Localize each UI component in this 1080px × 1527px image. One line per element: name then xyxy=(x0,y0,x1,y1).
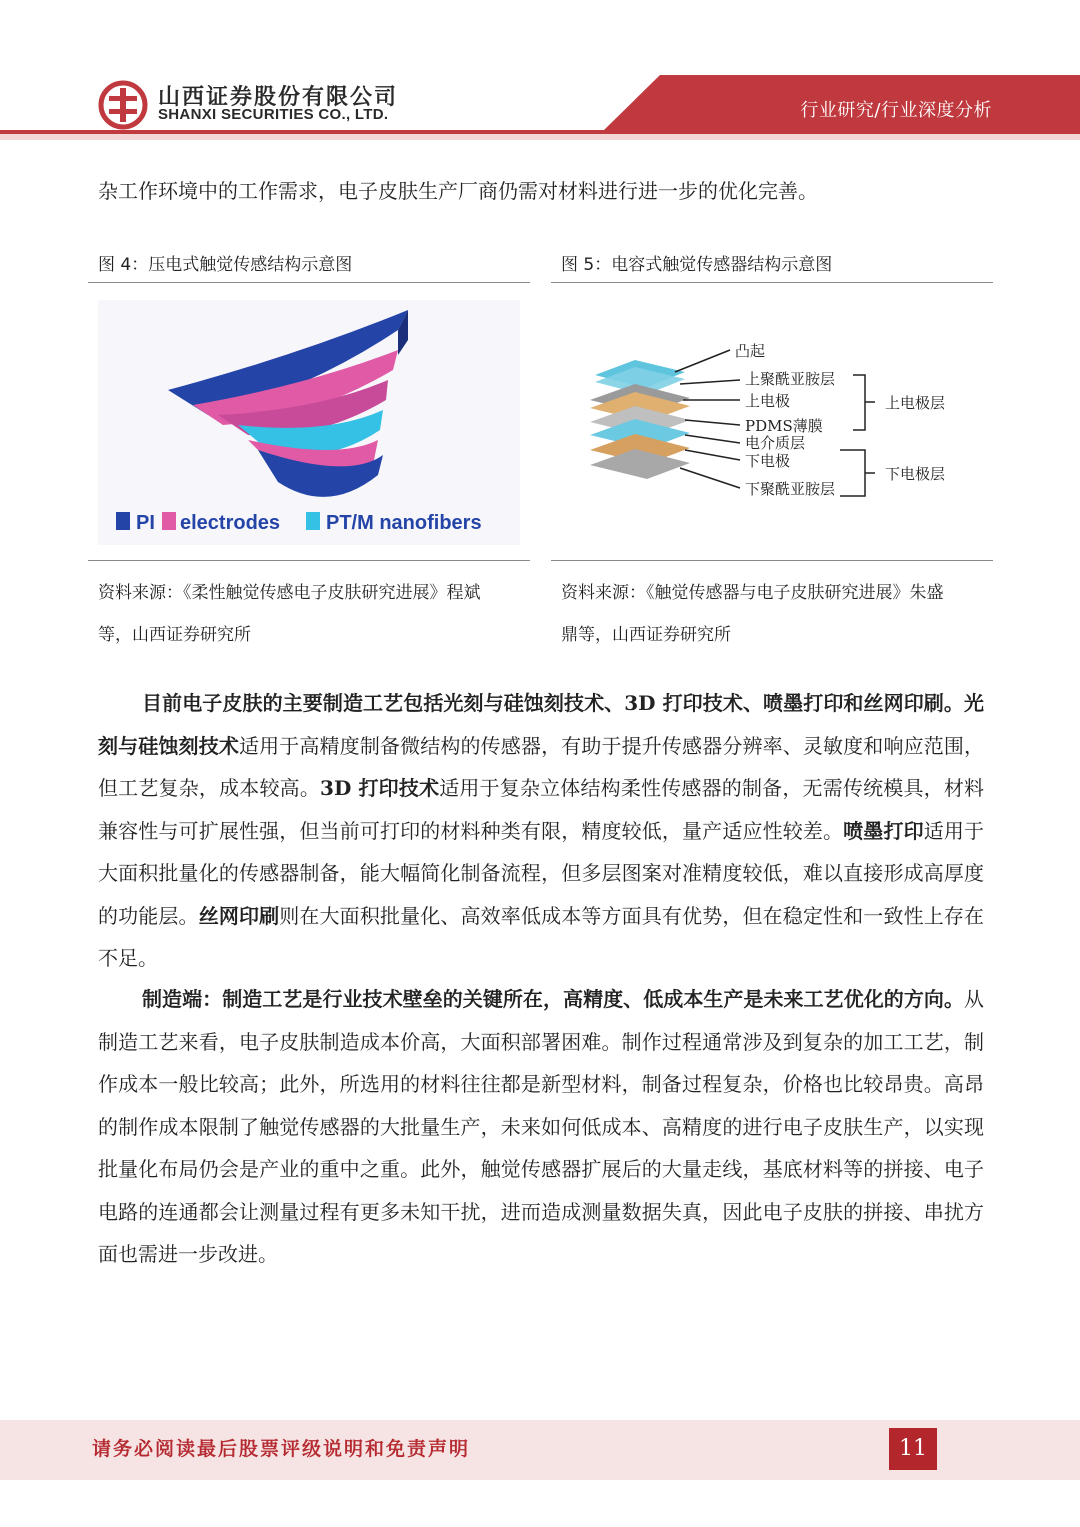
para1-bold-inkjet: 喷墨打印 xyxy=(843,818,924,843)
label-pdms: PDMS薄膜 xyxy=(745,417,823,435)
legend-nanofibers: PT/M nanofibers xyxy=(326,512,482,534)
page-number: 11 xyxy=(889,1428,937,1470)
para2-text: 从制造工艺来看，电子皮肤制造成本价高，大面积部署困难。制作过程通常涉及到复杂的加工工艺，制作成本一般比较高；此外，所选用的材料往往都是新型材料，制备过程复杂，价格也比较昂贵。高昂的制作成本限制了触觉传感器的大批量生产，未来如何低成本、高精度的进行电子皮肤生产，以实现批量化布局仍会是产业的重中之重。此外，触觉传感器扩展后的大量走线，基底材料等的拼接、电子电路的连通都会让测量过程有更多未知干扰，进而造成测量数据失真，因此电子皮肤的拼接、串扰方面也需进一步改进。 xyxy=(98,987,984,1266)
piezoelectric-diagram xyxy=(98,300,520,545)
para1-bold-3d-printing: 3D 打印技术 xyxy=(320,776,440,800)
figure-5-source-line2: 鼎等，山西证券研究所 xyxy=(561,625,731,645)
figure-4-title: 图 4：压电式触觉传感结构示意图 xyxy=(98,255,353,275)
label-top-pi: 上聚酰亚胺层 xyxy=(745,370,836,388)
label-bump: 凸起 xyxy=(735,342,766,360)
page-header xyxy=(0,0,1080,140)
para1-text4: 适用于大面积批量化的传感器制备，能大幅简化制备流程，但多层图案对准精度较低，难以直接形成高厚度的功能层。 xyxy=(98,818,985,928)
figure-5-top-rule xyxy=(551,282,993,283)
figure-5-source-line1: 资料来源：《触觉传感器与电子皮肤研究进展》朱盛 xyxy=(561,583,944,603)
para1-text2: 适用于高精度制备微结构的传感器，有助于提升传感器分辨率、灵敏度和响应范围，但工艺复杂，成本较高。 xyxy=(98,733,985,800)
company-name-cn: 山西证券股份有限公司 xyxy=(158,85,399,110)
figure-4-bottom-rule xyxy=(88,560,530,561)
figure-5-title: 图 5：电容式触觉传感器结构示意图 xyxy=(561,255,833,275)
label-bottom-electrode-layer: 下电极层 xyxy=(885,465,946,483)
report-category: 行业研究/行业深度分析 xyxy=(800,100,992,121)
figure-5-source xyxy=(561,572,991,656)
paragraph-manufacturing-side xyxy=(98,978,984,1276)
paragraph-manufacturing-processes xyxy=(98,682,984,980)
para1-text5: 则在大面积批量化、高效率低成本等方面具有优势，但在稳定性和一致性上存在不足。 xyxy=(98,903,985,970)
label-bottom-electrode: 下电极 xyxy=(745,452,791,470)
para1-bold-lithography: 光刻与硅蚀刻技术 xyxy=(98,691,984,758)
legend-pi: PI xyxy=(136,512,155,534)
figure-4-top-rule xyxy=(88,282,530,283)
para1-bold-screen-printing: 丝网印刷 xyxy=(198,903,280,928)
label-dielectric: 电介质层 xyxy=(745,434,806,452)
page-footer xyxy=(0,1420,1080,1480)
company-name-en: SHANXI SECURITIES CO., LTD. xyxy=(158,106,389,123)
label-top-electrode: 上电极 xyxy=(745,392,791,410)
label-bottom-pi: 下聚酰亚胺层 xyxy=(745,480,836,498)
para1-text3: 适用于复杂立体结构柔性传感器的制备，无需传统模具，材料兼容性与可扩展性强，但当前可打印的材料种类有限，精度较低，量产适应性较差。 xyxy=(98,776,985,843)
para1-text1: 目前电子皮肤的主要制造工艺包括光刻与硅蚀刻技术、3D 打印技术、喷墨打印和丝网印刷。 xyxy=(142,691,964,715)
figure-4-source xyxy=(98,572,528,656)
legend-electrodes: electrodes xyxy=(180,512,281,534)
company-logo-icon xyxy=(98,80,148,130)
footer-disclaimer: 请务必阅读最后股票评级说明和免责声明 xyxy=(92,1438,471,1460)
figure-4-source-line1: 资料来源：《柔性触觉传感电子皮肤研究进展》程斌 xyxy=(98,583,481,603)
intro-line: 杂工作环境中的工作需求，电子皮肤生产厂商仍需对材料进行进一步的优化完善。 xyxy=(98,179,818,203)
capacitive-diagram xyxy=(575,300,975,520)
label-top-electrode-layer: 上电极层 xyxy=(885,394,946,412)
figure-4-source-line2: 等，山西证券研究所 xyxy=(98,625,251,645)
figure-5-bottom-rule xyxy=(551,560,993,561)
para2-bold-lead: 制造端：制造工艺是行业技术壁垒的关键所在，高精度、低成本生产是未来工艺优化的方向。 xyxy=(142,987,964,1011)
